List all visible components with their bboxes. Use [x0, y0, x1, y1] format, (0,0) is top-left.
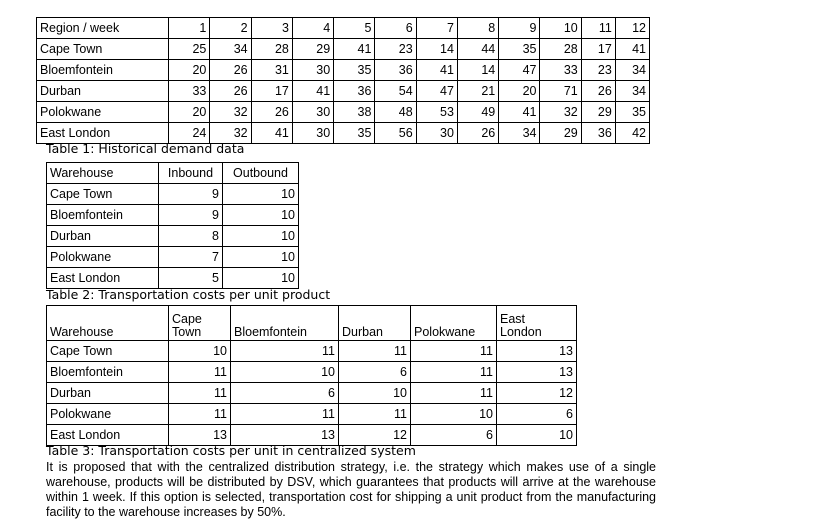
- table-cell: 11: [231, 341, 339, 362]
- table-cell: 20: [169, 102, 210, 123]
- table-cell: 29: [292, 39, 333, 60]
- table-cell: 11: [411, 341, 497, 362]
- table-cell: 32: [210, 102, 251, 123]
- row-label: Polokwane: [47, 404, 169, 425]
- table-cell: 41: [416, 60, 457, 81]
- column-header: 4: [292, 18, 333, 39]
- table-cell: 47: [499, 60, 540, 81]
- centralized-strategy-paragraph: It is proposed that with the centralized distribution strategy, i.e. the strategy which makes use of a single warehouse, products will be distributed by DSV, which guarantees that products will arrive at the warehouse within 1 week. If this option is selected, transportation cost for shipping a unit product from the manufacturing facility to the warehouse increases by 50%.: [46, 460, 656, 519]
- column-header: East London: [497, 306, 577, 341]
- table-cell: 11: [339, 404, 411, 425]
- table-cell: 38: [334, 102, 375, 123]
- table-cell: 34: [499, 123, 540, 144]
- table-cell: 28: [251, 39, 292, 60]
- table-cell: 13: [169, 425, 231, 446]
- row-label: Durban: [47, 226, 159, 247]
- table3-caption: Table 3: Transportation costs per unit in centralized system: [46, 443, 416, 458]
- table-row: [37, 60, 650, 81]
- table-cell: 10: [223, 205, 299, 226]
- table-cell: 10: [339, 383, 411, 404]
- table-cell: 23: [581, 60, 615, 81]
- table-cell: 6: [497, 404, 577, 425]
- table-row: [37, 102, 650, 123]
- table-cell: 20: [169, 60, 210, 81]
- table-row: [47, 205, 299, 226]
- table-cell: 36: [581, 123, 615, 144]
- row-label: East London: [47, 425, 169, 446]
- table-cell: 5: [159, 268, 223, 289]
- table-cell: 41: [334, 39, 375, 60]
- table-cell: 20: [499, 81, 540, 102]
- table-cell: 11: [169, 383, 231, 404]
- table-cell: 53: [416, 102, 457, 123]
- table-cell: 54: [375, 81, 416, 102]
- table-row: [47, 404, 577, 425]
- table-cell: 29: [540, 123, 581, 144]
- row-label: Cape Town: [37, 39, 169, 60]
- table-cell: 33: [169, 81, 210, 102]
- table-cell: 47: [416, 81, 457, 102]
- table-cell: 8: [159, 226, 223, 247]
- table-row: [47, 362, 577, 383]
- table-cell: 44: [457, 39, 498, 60]
- column-header: 8: [457, 18, 498, 39]
- column-header: Inbound: [159, 163, 223, 184]
- column-header: 5: [334, 18, 375, 39]
- row-label: Durban: [37, 81, 169, 102]
- table-cell: 33: [540, 60, 581, 81]
- table-cell: 26: [457, 123, 498, 144]
- table-cell: 10: [223, 247, 299, 268]
- column-header: Warehouse: [47, 163, 159, 184]
- table-cell: 6: [411, 425, 497, 446]
- table-cell: 34: [615, 81, 649, 102]
- column-header: Warehouse: [47, 306, 169, 341]
- table2-caption: Table 2: Transportation costs per unit product: [46, 287, 331, 302]
- table-cell: 48: [375, 102, 416, 123]
- table-row: [47, 268, 299, 289]
- table-cell: 10: [223, 226, 299, 247]
- table-header-row: [37, 18, 650, 39]
- column-header: Region / week: [37, 18, 169, 39]
- table-cell: 28: [540, 39, 581, 60]
- table-cell: 35: [334, 60, 375, 81]
- column-header: 1: [169, 18, 210, 39]
- table-cell: 36: [375, 60, 416, 81]
- table-header-row: [47, 306, 577, 341]
- table-cell: 42: [615, 123, 649, 144]
- column-header: Cape Town: [169, 306, 231, 341]
- column-header: 2: [210, 18, 251, 39]
- table-cell: 14: [416, 39, 457, 60]
- column-header: Outbound: [223, 163, 299, 184]
- table-cell: 26: [251, 102, 292, 123]
- table-row: [47, 341, 577, 362]
- table-cell: 13: [497, 362, 577, 383]
- table-cell: 11: [411, 362, 497, 383]
- table-cell: 13: [231, 425, 339, 446]
- row-label: Bloemfontein: [47, 362, 169, 383]
- table-row: [37, 39, 650, 60]
- column-header: 12: [615, 18, 649, 39]
- table-cell: 26: [581, 81, 615, 102]
- table-cell: 41: [292, 81, 333, 102]
- column-header: 10: [540, 18, 581, 39]
- table-cell: 26: [210, 81, 251, 102]
- row-label: Polokwane: [47, 247, 159, 268]
- table-cell: 71: [540, 81, 581, 102]
- table-cell: 11: [411, 383, 497, 404]
- row-label: Durban: [47, 383, 169, 404]
- table-cell: 56: [375, 123, 416, 144]
- table-cell: 34: [210, 39, 251, 60]
- table-cell: 17: [581, 39, 615, 60]
- table-cell: 32: [540, 102, 581, 123]
- table-cell: 21: [457, 81, 498, 102]
- table-cell: 11: [169, 362, 231, 383]
- table-cell: 25: [169, 39, 210, 60]
- table-cell: 24: [169, 123, 210, 144]
- table-cell: 13: [497, 341, 577, 362]
- table-row: [37, 81, 650, 102]
- centralized-cost-table: [46, 305, 577, 446]
- table-cell: 36: [334, 81, 375, 102]
- table-cell: 6: [339, 362, 411, 383]
- table-cell: 11: [231, 404, 339, 425]
- row-label: East London: [47, 268, 159, 289]
- table-cell: 10: [223, 184, 299, 205]
- table-cell: 10: [223, 268, 299, 289]
- table-cell: 10: [411, 404, 497, 425]
- table-cell: 49: [457, 102, 498, 123]
- table-cell: 30: [292, 60, 333, 81]
- table-cell: 12: [339, 425, 411, 446]
- table-cell: 30: [292, 123, 333, 144]
- row-label: Cape Town: [47, 341, 169, 362]
- demand-table: [36, 17, 650, 144]
- column-header: 6: [375, 18, 416, 39]
- table1-caption: Table 1: Historical demand data: [46, 141, 245, 156]
- table-cell: 41: [251, 123, 292, 144]
- table-row: [47, 383, 577, 404]
- table-cell: 23: [375, 39, 416, 60]
- table-cell: 10: [169, 341, 231, 362]
- table-cell: 41: [615, 39, 649, 60]
- table-cell: 10: [497, 425, 577, 446]
- table-cell: 14: [457, 60, 498, 81]
- column-header: 9: [499, 18, 540, 39]
- row-label: Bloemfontein: [37, 60, 169, 81]
- row-label: Polokwane: [37, 102, 169, 123]
- table-cell: 9: [159, 205, 223, 226]
- table-cell: 7: [159, 247, 223, 268]
- table-cell: 34: [615, 60, 649, 81]
- table-cell: 6: [231, 383, 339, 404]
- column-header: Bloemfontein: [231, 306, 339, 341]
- table-row: [47, 226, 299, 247]
- table-cell: 41: [499, 102, 540, 123]
- row-label: Cape Town: [47, 184, 159, 205]
- column-header: 3: [251, 18, 292, 39]
- table-cell: 35: [499, 39, 540, 60]
- table-cell: 29: [581, 102, 615, 123]
- column-header: 11: [581, 18, 615, 39]
- column-header: 7: [416, 18, 457, 39]
- table-row: [47, 247, 299, 268]
- table-cell: 35: [615, 102, 649, 123]
- table-cell: 17: [251, 81, 292, 102]
- table-cell: 11: [169, 404, 231, 425]
- row-label: East London: [37, 123, 169, 144]
- table-cell: 35: [334, 123, 375, 144]
- table-cell: 10: [231, 362, 339, 383]
- table-row: [47, 184, 299, 205]
- table-cell: 30: [416, 123, 457, 144]
- table-cell: 31: [251, 60, 292, 81]
- table-cell: 12: [497, 383, 577, 404]
- row-label: Bloemfontein: [47, 205, 159, 226]
- table-cell: 26: [210, 60, 251, 81]
- table-cell: 11: [339, 341, 411, 362]
- table-cell: 30: [292, 102, 333, 123]
- column-header: Polokwane: [411, 306, 497, 341]
- column-header: Durban: [339, 306, 411, 341]
- table-cell: 9: [159, 184, 223, 205]
- table-header-row: [47, 163, 299, 184]
- table-cell: 32: [210, 123, 251, 144]
- warehouse-cost-table: [46, 162, 299, 289]
